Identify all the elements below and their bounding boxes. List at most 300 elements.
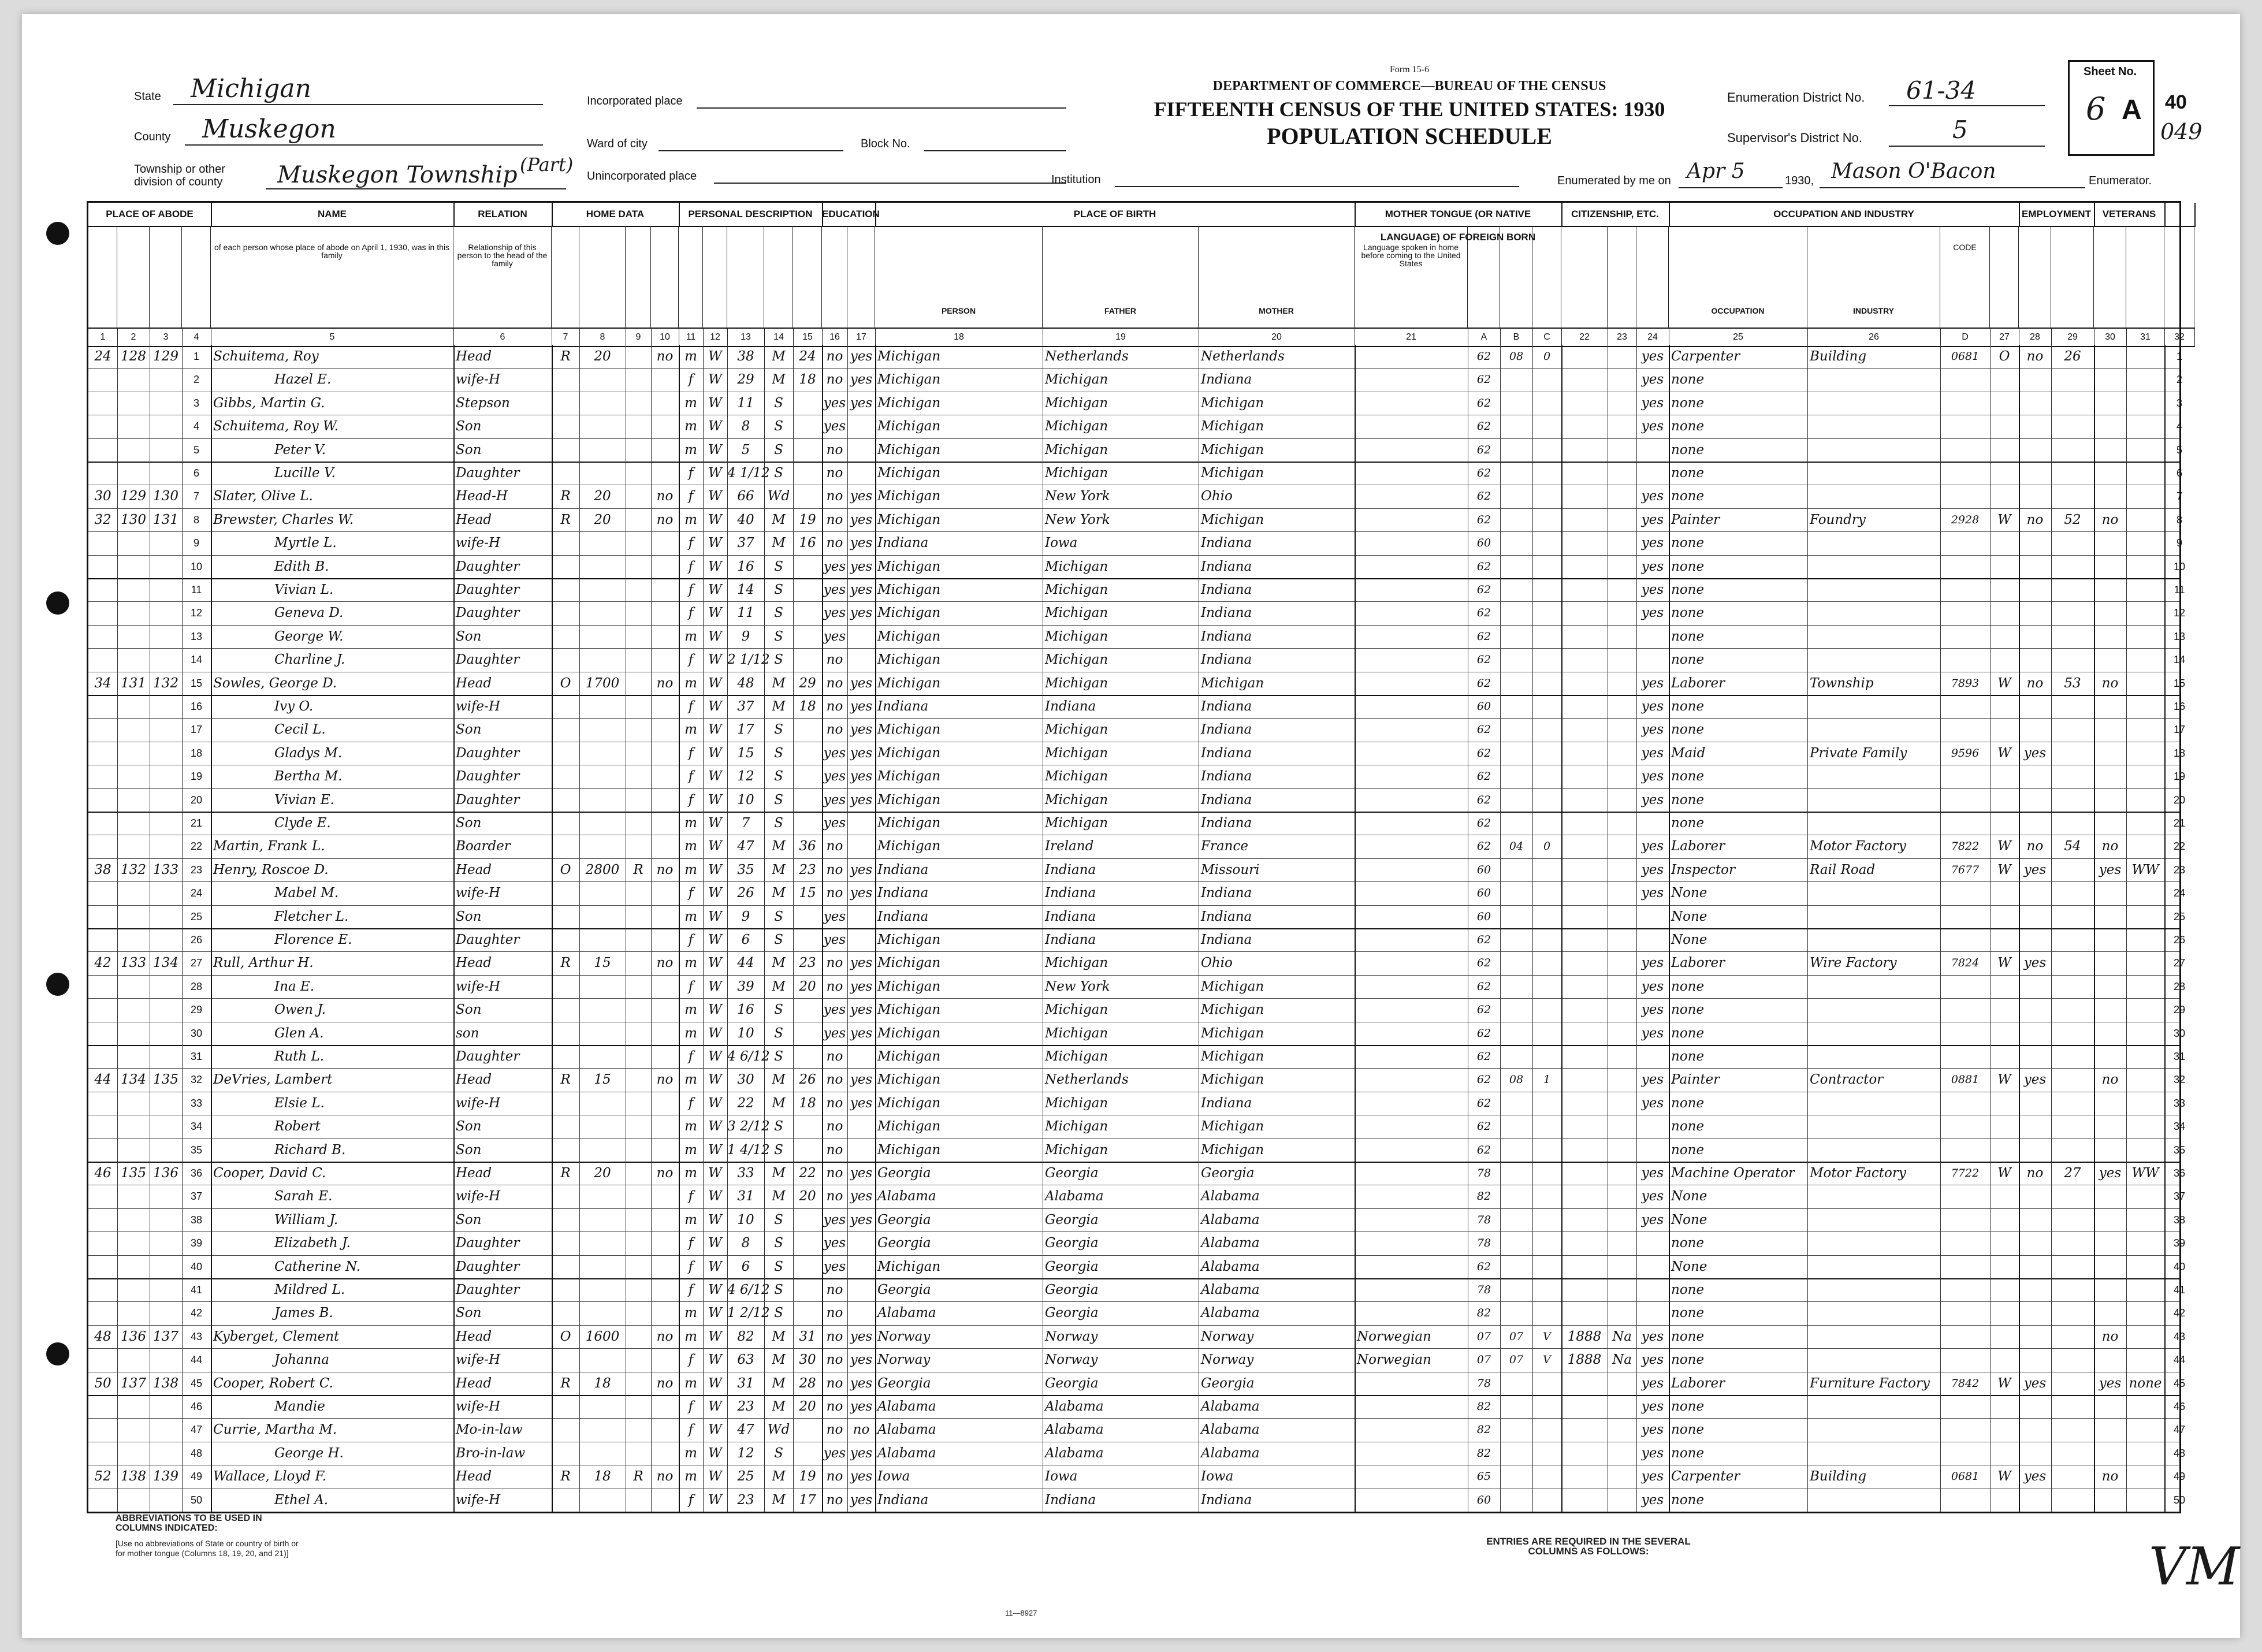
cell-emp — [2019, 368, 2051, 391]
cell-code — [1940, 718, 1990, 741]
cell-cc — [1532, 1301, 1561, 1324]
cell-mb: Michigan — [1201, 675, 1264, 691]
cell-rd: yes — [850, 1212, 873, 1227]
column-header-occ: OCCUPATION — [1669, 226, 1807, 328]
cell-agm — [793, 555, 822, 578]
cell-eng: yes — [1641, 1002, 1664, 1018]
group-header: PERSONAL DESCRIPTION — [679, 203, 823, 227]
state-value: Michigan — [191, 74, 311, 103]
cell-vet — [2094, 905, 2126, 928]
cell-rel: wife-H — [456, 1189, 500, 1204]
cell-radio — [626, 1045, 651, 1068]
cell-age: 2 1/12 — [727, 652, 770, 668]
cell-emp: yes — [2023, 955, 2047, 971]
cell-nat — [1608, 625, 1636, 648]
cell-wk: 52 — [2064, 512, 2081, 527]
cell-mb: Indiana — [1201, 909, 1252, 924]
cell-mb: Michigan — [1201, 1072, 1264, 1088]
cell-nat — [1608, 345, 1636, 368]
abbr-note: [Use no abbreviations of State or country of birth or for mother tongue (Columns 18, 19, 20, and 21)] — [116, 1539, 299, 1558]
cell-rel: Daughter — [456, 652, 520, 668]
row-number-right: 2 — [2176, 374, 2182, 386]
cell-farm — [651, 1115, 679, 1138]
cell-race: W — [708, 885, 722, 901]
cell-sex: m — [684, 839, 697, 854]
cell-ca: 62 — [1476, 653, 1491, 667]
cell-name: Slater, Olive L. — [213, 489, 313, 504]
state-label: State — [134, 90, 161, 103]
cell-cb — [1500, 998, 1532, 1021]
cell-rd: yes — [850, 1095, 873, 1111]
cell-pb: Michigan — [877, 955, 941, 971]
punch-hole — [46, 591, 69, 615]
cell-eng: yes — [1641, 675, 1664, 691]
cell-fb: Indiana — [1045, 932, 1096, 947]
cell-mb: Alabama — [1201, 1236, 1260, 1251]
county-value: Muskegon — [202, 114, 336, 144]
cell-fa — [150, 1092, 182, 1115]
cell-lang — [1355, 1442, 1468, 1465]
cell-mar: M — [772, 1189, 786, 1204]
cell-dw — [117, 928, 150, 951]
cell-age: 4 1/12 — [727, 466, 770, 481]
cell-name: Lucille V. — [274, 466, 336, 481]
cell-st — [88, 1208, 117, 1231]
cell-pb: Indiana — [877, 885, 929, 901]
cell-st — [88, 881, 117, 905]
cell-own — [552, 812, 579, 835]
cell-age: 31 — [737, 1189, 754, 1204]
row-number: 5 — [193, 444, 199, 456]
cell-farm — [651, 415, 679, 438]
cell-rel: Boarder — [456, 839, 511, 854]
cell-agm — [793, 648, 822, 671]
cell-farm — [651, 1418, 679, 1441]
cell-vet — [2094, 415, 2126, 438]
cell-age: 10 — [737, 1025, 754, 1041]
cell-yi — [1561, 601, 1608, 624]
cell-age: 6 — [741, 1259, 750, 1274]
cell-occ: Maid — [1671, 745, 1706, 761]
cell-ind: Motor Factory — [1810, 839, 1906, 854]
cell-yi — [1561, 578, 1608, 601]
cell-race: W — [708, 535, 722, 551]
row-number: 1 — [193, 351, 199, 362]
cell-mar: M — [772, 1329, 786, 1344]
row-number-right: 7 — [2176, 490, 2182, 503]
cell-code — [1940, 648, 1990, 671]
cell-race: W — [708, 1399, 722, 1414]
cell-farm — [651, 531, 679, 555]
enum-district-value: 61-34 — [1906, 76, 1977, 105]
cell-vet — [2094, 695, 2126, 718]
cell-code — [1940, 998, 1990, 1021]
cell-st — [88, 1395, 117, 1418]
cell-ind: Contractor — [1810, 1072, 1884, 1088]
cell-agm: 28 — [799, 1375, 816, 1391]
cell-sch: no — [826, 1399, 843, 1414]
cell-yi — [1561, 788, 1608, 812]
cell-rd: yes — [850, 395, 873, 411]
cell-wk — [2051, 812, 2094, 835]
column-header-nat — [1608, 226, 1636, 328]
cell-nat — [1608, 1162, 1636, 1185]
cell-fa — [150, 788, 182, 812]
cell-sch: no — [826, 1142, 843, 1158]
cell-rel: Bro-in-law — [456, 1445, 526, 1461]
cell-val: 20 — [594, 349, 611, 364]
cell-fa — [150, 578, 182, 601]
cell-cc — [1532, 812, 1561, 835]
cell-race: W — [708, 1119, 722, 1134]
cell-sch: no — [826, 1095, 843, 1111]
cell-lang — [1355, 765, 1468, 788]
cell-ind — [1807, 765, 1940, 788]
cell-fb: Alabama — [1045, 1422, 1104, 1438]
cell-cb — [1500, 392, 1532, 415]
cell-radio — [626, 765, 651, 788]
census-row — [88, 672, 2186, 696]
cell-rd: yes — [850, 1072, 873, 1088]
cell-occ: Laborer — [1671, 675, 1725, 691]
cell-rel: Son — [456, 1119, 482, 1134]
cell-eng: yes — [1641, 1352, 1664, 1368]
cell-nat — [1608, 1022, 1636, 1045]
row-number-right: 49 — [2173, 1471, 2186, 1483]
cell-farm: no — [656, 1166, 674, 1181]
cell-ind: Building — [1810, 349, 1867, 364]
cell-farm — [651, 765, 679, 788]
cell-wk — [2051, 1442, 2094, 1465]
group-header-blank — [2164, 203, 2196, 227]
column-header-mb: MOTHER — [1199, 226, 1355, 328]
cell-code — [1940, 625, 1990, 648]
cell-code — [1940, 555, 1990, 578]
cell-cw — [1990, 1348, 2019, 1371]
cell-dw — [117, 1255, 150, 1278]
column-number: 11 — [679, 328, 704, 347]
cell-val — [579, 1255, 626, 1278]
cell-radio — [626, 462, 651, 485]
cell-vet — [2094, 1022, 2126, 1045]
cell-ind — [1807, 462, 1940, 485]
cell-fa — [150, 1489, 182, 1512]
cell-fb: Michigan — [1045, 395, 1108, 411]
cell-cb — [1500, 578, 1532, 601]
cell-ca: 62 — [1476, 1026, 1491, 1040]
cell-code: 2928 — [1951, 513, 1980, 526]
cell-own: R — [560, 1072, 571, 1088]
census-row — [88, 1372, 2186, 1396]
cell-eng — [1636, 625, 1669, 648]
cell-rel: Son — [456, 1212, 482, 1227]
column-number: 22 — [1561, 328, 1608, 347]
cell-wk — [2051, 1278, 2094, 1301]
row-number: 50 — [190, 1494, 203, 1506]
cell-cw — [1990, 462, 2019, 485]
cell-cc: V — [1543, 1353, 1551, 1367]
cell-lang — [1355, 1278, 1468, 1301]
cell-sch: no — [826, 1305, 843, 1321]
row-number-right: 35 — [2173, 1144, 2186, 1156]
cell-eng: yes — [1641, 862, 1664, 877]
cell-fa — [150, 1185, 182, 1208]
cell-code: 7677 — [1951, 863, 1980, 876]
cell-mar: M — [772, 699, 786, 714]
cell-war — [2126, 1489, 2164, 1512]
cell-age: 8 — [741, 419, 750, 434]
cell-race: W — [708, 628, 722, 644]
census-row — [88, 881, 2186, 905]
cell-sex: m — [684, 1072, 697, 1088]
cell-yi — [1561, 1372, 1608, 1395]
cell-pb: Michigan — [877, 372, 941, 388]
cell-ind — [1807, 975, 1940, 998]
cell-lang — [1355, 718, 1468, 741]
cell-ind — [1807, 368, 1940, 391]
cell-ca: 62 — [1476, 560, 1491, 573]
cell-yi — [1561, 1185, 1608, 1208]
column-number: 14 — [764, 328, 794, 347]
cell-sch: yes — [823, 605, 846, 621]
cell-name: Rull, Arthur H. — [213, 955, 314, 971]
cell-code — [1940, 812, 1990, 835]
cell-cc: 0 — [1543, 840, 1551, 853]
cell-fa — [150, 1301, 182, 1324]
cell-vet — [2094, 1185, 2126, 1208]
cell-name: Brewster, Charles W. — [213, 512, 354, 527]
cell-rd — [847, 812, 875, 835]
cell-wk — [2051, 555, 2094, 578]
cell-ind — [1807, 415, 1940, 438]
cell-nat — [1608, 601, 1636, 624]
cell-race: W — [708, 909, 722, 924]
cell-cw — [1990, 905, 2019, 928]
census-row — [88, 1022, 2186, 1046]
cell-farm — [651, 1442, 679, 1465]
column-number: D — [1940, 328, 1991, 347]
cell-agm: 23 — [799, 862, 816, 877]
cell-yi: 1888 — [1567, 1352, 1602, 1368]
cell-fb: Michigan — [1045, 1095, 1108, 1111]
cell-age: 16 — [737, 559, 754, 574]
cell-radio — [626, 672, 651, 695]
cell-war — [2126, 1278, 2164, 1301]
row-number: 10 — [190, 560, 203, 572]
cell-lang — [1355, 462, 1468, 485]
column-header-ca — [1468, 226, 1500, 328]
column-number: 8 — [579, 328, 626, 347]
cell-race: W — [708, 1049, 722, 1064]
cell-vet — [2094, 998, 2126, 1021]
cell-nat — [1608, 1372, 1636, 1395]
cell-val: 1600 — [585, 1329, 620, 1344]
row-number-right: 11 — [2174, 584, 2185, 596]
cell-ind — [1807, 1489, 1940, 1512]
cell-vet — [2094, 788, 2126, 812]
cell-val — [579, 578, 626, 601]
cell-name: Vivian E. — [274, 792, 334, 808]
cell-ind — [1807, 1348, 1940, 1371]
cell-val — [579, 392, 626, 415]
column-number: 26 — [1807, 328, 1941, 347]
cell-sex: m — [684, 816, 697, 831]
cell-code — [1940, 368, 1990, 391]
cell-vet — [2094, 928, 2126, 951]
cell-st: 32 — [94, 512, 111, 527]
cell-yi — [1561, 858, 1608, 881]
cell-val: 15 — [594, 1072, 611, 1088]
cell-wk — [2051, 1185, 2094, 1208]
cell-occ: none — [1671, 1025, 1705, 1041]
cell-name: Vivian L. — [274, 582, 334, 597]
cell-ind — [1807, 905, 1940, 928]
cell-val — [579, 1115, 626, 1138]
column-number: 6 — [453, 328, 552, 347]
cell-lang — [1355, 1465, 1468, 1488]
cell-mb: Ohio — [1201, 955, 1233, 971]
cell-rd: yes — [850, 1492, 873, 1508]
cell-sex: f — [688, 559, 694, 574]
cell-eng: yes — [1641, 792, 1664, 808]
cell-name: Ethel A. — [274, 1492, 329, 1508]
cell-rel: Daughter — [456, 1259, 520, 1274]
cell-sex: m — [684, 862, 697, 877]
cell-rd: yes — [850, 722, 873, 738]
cell-cc — [1532, 625, 1561, 648]
cell-yi — [1561, 438, 1608, 462]
row-number: 14 — [190, 654, 203, 666]
cell-yi — [1561, 415, 1608, 438]
cell-farm — [651, 1278, 679, 1301]
column-header-farm — [651, 226, 679, 328]
cell-lang — [1355, 672, 1468, 695]
cell-sch: yes — [823, 1212, 846, 1227]
cell-dw: 135 — [121, 1166, 146, 1181]
cell-yi — [1561, 835, 1608, 858]
cell-val — [579, 1208, 626, 1231]
cell-rd: yes — [850, 349, 873, 364]
cell-cb — [1500, 438, 1532, 462]
cell-emp — [2019, 578, 2051, 601]
cell-pb: Michigan — [877, 652, 941, 668]
cell-rel: Head — [456, 349, 492, 364]
cell-radio: R — [633, 1469, 643, 1484]
cell-rd: yes — [850, 862, 873, 877]
cell-ca: 65 — [1476, 1470, 1491, 1483]
cell-eng: yes — [1641, 395, 1664, 411]
cell-agm — [793, 742, 822, 765]
cell-radio — [626, 718, 651, 741]
cell-war — [2126, 1301, 2164, 1324]
cell-dw — [117, 1115, 150, 1138]
row-number-right: 39 — [2173, 1237, 2186, 1249]
cell-age: 1 4/12 — [727, 1142, 770, 1158]
cell-fa — [150, 718, 182, 741]
cell-agm: 23 — [799, 955, 816, 971]
cell-radio — [626, 555, 651, 578]
cell-sex: f — [688, 466, 694, 481]
cell-ca: 82 — [1476, 1446, 1491, 1460]
cell-dw — [117, 835, 150, 858]
group-header: PLACE OF ABODE — [88, 203, 212, 227]
cell-sex: f — [688, 489, 694, 504]
cell-mar: S — [774, 1119, 783, 1134]
cell-rd: yes — [850, 512, 873, 527]
cell-mar: S — [774, 442, 783, 457]
cell-own — [552, 928, 579, 951]
cell-mar: S — [774, 769, 783, 784]
cell-cb — [1500, 1395, 1532, 1418]
cell-ind — [1807, 1208, 1940, 1231]
row-number: 49 — [190, 1471, 203, 1483]
cell-nat — [1608, 368, 1636, 391]
cell-name: Cecil L. — [274, 722, 326, 738]
cell-fa — [150, 1022, 182, 1045]
cell-name: George W. — [274, 628, 344, 644]
cell-rel: son — [456, 1025, 479, 1041]
census-row — [88, 835, 2186, 858]
cell-yi — [1561, 1045, 1608, 1068]
cell-rd — [847, 625, 875, 648]
cell-rd — [847, 1301, 875, 1324]
cell-rel: Son — [456, 722, 482, 738]
cell-own — [552, 1301, 579, 1324]
cell-ind — [1807, 438, 1940, 462]
cell-age: 29 — [737, 372, 754, 388]
cell-eng — [1636, 905, 1669, 928]
cell-pb: Alabama — [877, 1189, 936, 1204]
cell-code: 7893 — [1951, 676, 1980, 690]
cell-agm: 16 — [799, 535, 816, 551]
corner-stamp: 049 — [2160, 119, 2203, 144]
cell-cc — [1532, 1208, 1561, 1231]
cell-wk — [2051, 578, 2094, 601]
cell-mb: Indiana — [1201, 699, 1252, 714]
cell-vet — [2094, 1115, 2126, 1138]
cell-name: Schuitema, Roy W. — [213, 419, 339, 434]
cell-val — [579, 625, 626, 648]
cell-occ: none — [1671, 1282, 1705, 1297]
cell-eng: yes — [1641, 1212, 1664, 1227]
cell-war — [2126, 415, 2164, 438]
cell-cb — [1500, 858, 1532, 881]
cell-name: Peter V. — [274, 442, 326, 457]
cell-ca: 60 — [1476, 700, 1491, 713]
cell-farm — [651, 1255, 679, 1278]
cell-wk: 27 — [2064, 1166, 2081, 1181]
cell-race: W — [708, 1282, 722, 1297]
cell-val: 15 — [594, 955, 611, 971]
cell-occ: none — [1671, 628, 1705, 644]
cell-age: 22 — [737, 1095, 754, 1111]
cell-name: Elsie L. — [274, 1095, 325, 1111]
cell-sex: f — [688, 769, 694, 784]
cell-ca: 78 — [1476, 1167, 1491, 1180]
cell-emp — [2019, 812, 2051, 835]
row-number: 27 — [190, 957, 203, 969]
cell-ind: Private Family — [1810, 745, 1907, 761]
cell-name: Wallace, Lloyd F. — [213, 1469, 327, 1484]
cell-ind: Township — [1810, 675, 1874, 691]
cell-age: 12 — [737, 1445, 754, 1461]
cell-cw — [1990, 1325, 2019, 1348]
cell-dw: 134 — [121, 1072, 146, 1088]
cell-race: W — [708, 955, 722, 971]
cell-cb — [1500, 928, 1532, 951]
cell-cw — [1990, 1395, 2019, 1418]
cell-ca: 62 — [1476, 817, 1491, 829]
